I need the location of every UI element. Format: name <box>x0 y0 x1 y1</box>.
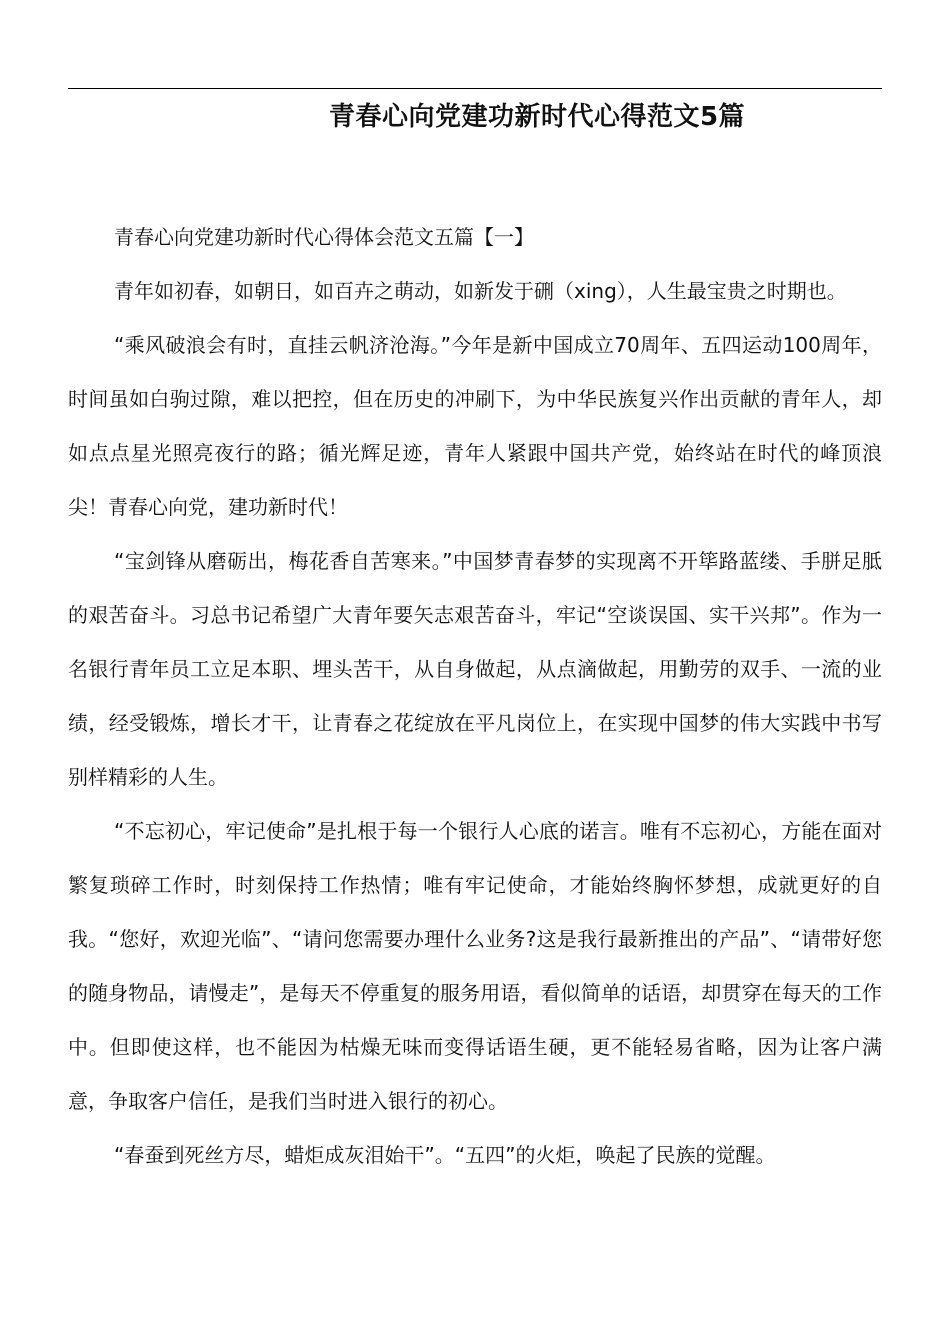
document-body <box>68 210 882 1182</box>
header-rule <box>68 88 882 89</box>
paragraph: “宝剑锋从磨砺出，梅花香自苦寒来。”中国梦青春梦的实现离不开筚路蓝缕、手胼足胝的艰苦奋斗。习总书记希望广大青年要矢志艰苦奋斗，牢记“空谈误国、实干兴邦”。作为一名银行青年员工立足本职、埋头苦干，从自身做起，从点滴做起，用勤劳的双手、一流的业绩，经受锻炼，增长才干，让青春之花绽放在平凡岗位上，在实现中国梦的伟大实践中书写别样精彩的人生。 <box>68 549 882 789</box>
paragraph: “乘风破浪会有时，直挂云帆济沧海。”今年是新中国成立70周年、五四运动100周年，时间虽如白驹过隙，难以把控，但在历史的冲刷下，为中华民族复兴作出贡献的青年人，却如点点星光照亮夜行的路；循光辉足迹，青年人紧跟中国共产党，始终站在时代的峰顶浪尖！青春心向党，建功新时代！ <box>68 333 882 519</box>
paragraph: 青年如初春，如朝日，如百卉之萌动，如新发于硎（xing），人生最宝贵之时期也。 <box>114 279 847 303</box>
section-heading: 青春心向党建功新时代心得体会范文五篇【一】 <box>114 225 534 249</box>
document-title: 青春心向党建功新时代心得范文5篇 <box>328 102 746 132</box>
paragraph: “春蚕到死丝方尽，蜡炬成灰泪始干”。“五四”的火炬，唤起了民族的觉醒。 <box>114 1143 776 1167</box>
paragraph: “不忘初心，牢记使命”是扎根于每一个银行人心底的诺言。唯有不忘初心，方能在面对繁复琐碎工作时，时刻保持工作热情；唯有牢记使命，才能始终胸怀梦想，成就更好的自我。“您好，欢迎光临”、“请问您需要办理什么业务?这是我行最新推出的产品”、“请带好您的随身物品，请慢走”，是每天不停重复的服务用语，看似简单的话语，却贯穿在每天的工作中。但即使这样，也不能因为枯燥无味而变得话语生硬，更不能轻易省略，因为让客户满意，争取客户信任，是我们当时进入银行的初心。 <box>68 819 882 1113</box>
